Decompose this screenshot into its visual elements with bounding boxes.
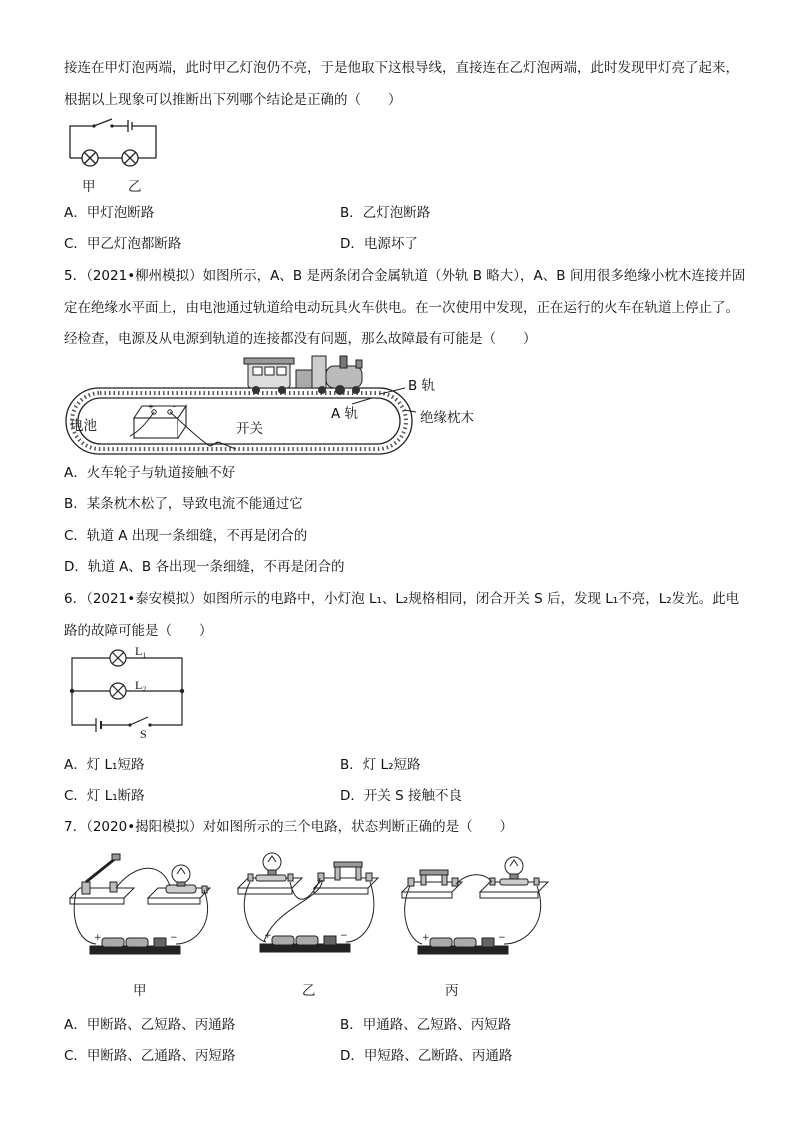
q5-label-switch: 开关 bbox=[236, 421, 263, 437]
q6-option-b[interactable]: B．灯 L₂短路 bbox=[340, 757, 421, 773]
q7-circuit-jia bbox=[66, 852, 216, 962]
q7-option-a[interactable]: A．甲断路、乙短路、丙通路 bbox=[64, 1017, 236, 1033]
q6-label-l2: L₂ bbox=[135, 678, 147, 692]
svg-text:+: + bbox=[422, 933, 430, 943]
q7-option-c[interactable]: C．甲断路、乙通路、丙短路 bbox=[64, 1048, 236, 1064]
q7-option-b[interactable]: B．甲通路、乙短路、丙短路 bbox=[340, 1017, 512, 1033]
q4-text-line1: 接连在甲灯泡两端，此时甲乙灯泡仍不亮，于是他取下这根导线，直接连在乙灯泡两端，此时发现甲灯亮了起来， bbox=[64, 60, 739, 76]
q5-option-c[interactable]: C．轨道 A 出现一条细缝，不再是闭合的 bbox=[64, 528, 308, 544]
q6-option-c[interactable]: C．灯 L₁断路 bbox=[64, 788, 145, 804]
q5-label-sleeper: 绝缘枕木 bbox=[420, 410, 474, 426]
q5-text-line2: 定在绝缘水平面上，由电池通过轨道给电动玩具火车供电。在一次使用中发现，正在运行的火车在轨道上停止了。 bbox=[64, 300, 739, 316]
q6-text-line1: 6．（2021•泰安模拟）如图所示的电路中，小灯泡 L₁、L₂规格相同，闭合开关 S 后，发现 L₁不亮，L₂发光。此电 bbox=[64, 591, 740, 607]
q7-caption-jia: 甲 bbox=[133, 983, 147, 999]
q6-label-l1: L₁ bbox=[135, 644, 147, 658]
q4-option-a[interactable]: A．甲灯泡断路 bbox=[64, 205, 155, 221]
q5-train-track-figure bbox=[60, 348, 420, 458]
q5-text-line1: 5．（2021•柳州模拟）如图所示，A、B 是两条闭合金属轨道（外轨 B 略大），A、B 间用很多绝缘小枕木连接并固 bbox=[64, 268, 746, 284]
q4-circuit-figure bbox=[66, 118, 166, 170]
q5-label-rail-a: A 轨 bbox=[331, 406, 359, 422]
q5-text-line3: 经检查，电源及从电源到轨道的连接都没有问题，那么故障最有可能是（ ） bbox=[64, 331, 537, 347]
q5-label-battery: 电池 bbox=[70, 418, 97, 434]
q4-label-jia: 甲 bbox=[82, 179, 96, 195]
q7-caption-yi: 乙 bbox=[302, 983, 316, 999]
q7-caption-bing: 丙 bbox=[445, 983, 459, 999]
q6-label-s: S bbox=[140, 727, 147, 741]
svg-text:-: - bbox=[173, 403, 176, 411]
q7-circuit-yi bbox=[234, 848, 384, 962]
q5-option-b[interactable]: B．某条枕木松了，导致电流不能通过它 bbox=[64, 496, 303, 512]
q6-option-d[interactable]: D．开关 S 接触不良 bbox=[340, 788, 463, 804]
q7-circuit-bing bbox=[398, 852, 554, 962]
q4-label-yi: 乙 bbox=[128, 179, 142, 195]
q4-option-b[interactable]: B．乙灯泡断路 bbox=[340, 205, 431, 221]
q5-option-d[interactable]: D．轨道 A、B 各出现一条细缝，不再是闭合的 bbox=[64, 559, 345, 575]
svg-text:+: + bbox=[94, 933, 102, 943]
q6-parallel-circuit-figure bbox=[68, 645, 186, 737]
q5-option-a[interactable]: A．火车轮子与轨道接触不好 bbox=[64, 465, 236, 481]
q7-option-d[interactable]: D．甲短路、乙断路、丙通路 bbox=[340, 1048, 513, 1064]
svg-text:−: − bbox=[170, 933, 178, 943]
svg-text:−: − bbox=[340, 931, 348, 941]
svg-text:−: − bbox=[498, 933, 506, 943]
svg-text:+: + bbox=[148, 403, 154, 411]
q7-text-line1: 7．（2020•揭阳模拟）对如图所示的三个电路，状态判断正确的是（ ） bbox=[64, 819, 514, 835]
q5-label-rail-b: B 轨 bbox=[408, 378, 436, 394]
q6-text-line2: 路的故障可能是（ ） bbox=[64, 623, 213, 639]
svg-text:+: + bbox=[264, 931, 272, 941]
q4-option-d[interactable]: D．电源坏了 bbox=[340, 236, 418, 252]
q4-text-line2: 根据以上现象可以推断出下列哪个结论是正确的（ ） bbox=[64, 92, 402, 108]
q4-option-c[interactable]: C．甲乙灯泡都断路 bbox=[64, 236, 182, 252]
q6-option-a[interactable]: A．灯 L₁短路 bbox=[64, 757, 145, 773]
